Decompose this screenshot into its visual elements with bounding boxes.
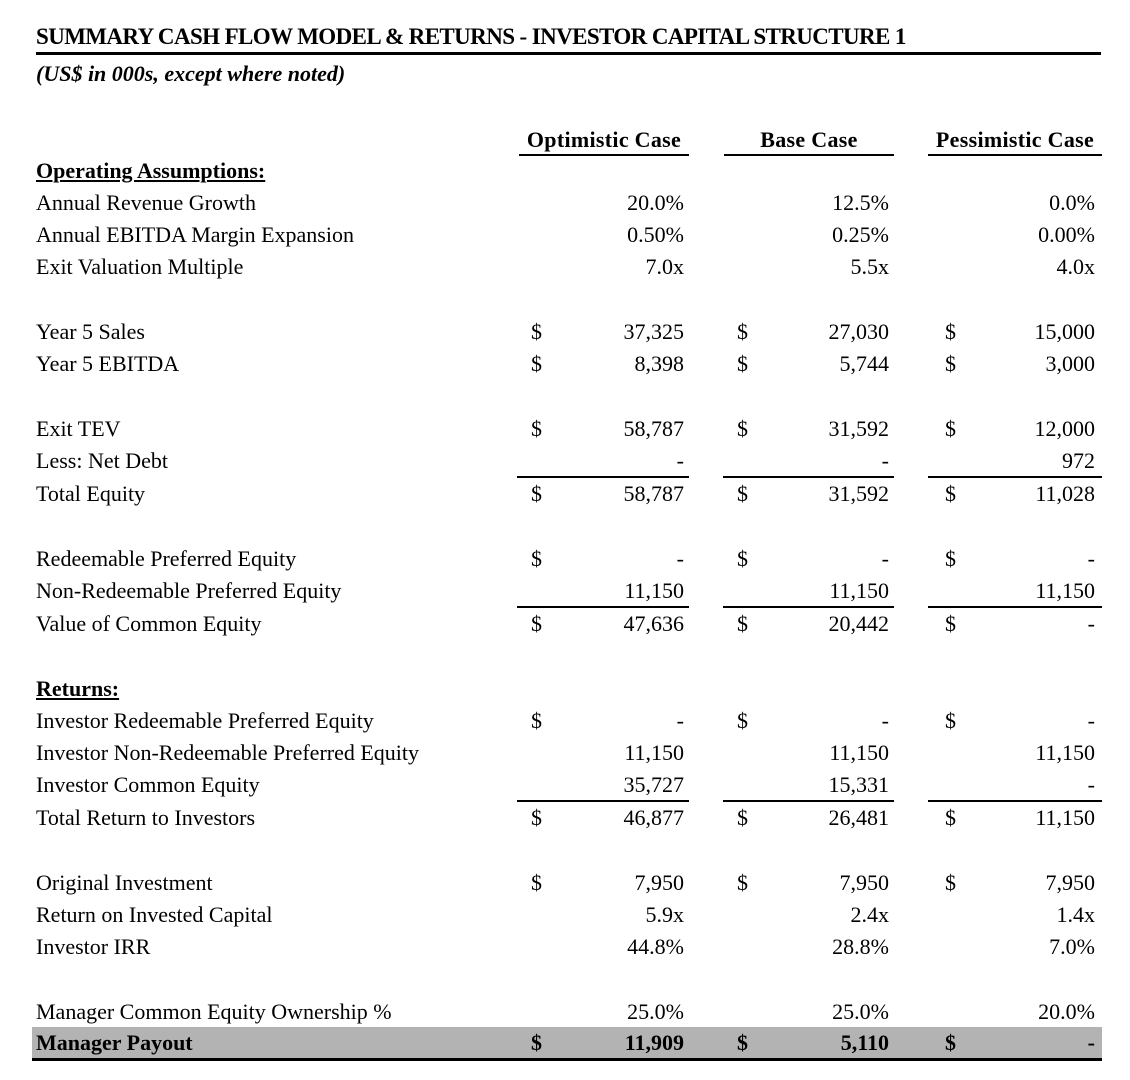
row-label: Year 5 Sales [36, 319, 145, 344]
value-base: 25.0% [832, 999, 889, 1024]
currency-symbol: $ [737, 351, 748, 376]
value-base: - [881, 708, 889, 733]
row-original-investment [0, 867, 1130, 899]
value-pessimistic: 1.4x [1056, 902, 1095, 927]
row-total-equity [0, 478, 1130, 510]
value-pessimistic: 7.0% [1049, 934, 1095, 959]
value-optimistic: 11,909 [624, 1030, 684, 1055]
currency-symbol: $ [737, 1030, 748, 1055]
row-label: Redeemable Preferred Equity [36, 546, 297, 571]
currency-symbol: $ [737, 870, 748, 895]
row-ebitda-margin-expansion [0, 219, 1130, 251]
currency-symbol: $ [531, 351, 542, 376]
currency-symbol: $ [945, 416, 956, 441]
section-returns: Returns: [36, 676, 120, 701]
value-base: 0.25% [832, 222, 889, 247]
value-pessimistic: 15,000 [1034, 319, 1095, 344]
row-label: Year 5 EBITDA [36, 351, 180, 376]
currency-symbol: $ [945, 319, 956, 344]
currency-symbol: $ [531, 870, 542, 895]
section-operating-assumptions: Operating Assumptions: [36, 158, 266, 183]
currency-symbol: $ [737, 481, 748, 506]
row-exit-tev [0, 413, 1130, 445]
value-pessimistic: 11,150 [1035, 740, 1095, 765]
value-base: 26,481 [828, 805, 889, 830]
value-base: - [881, 546, 889, 571]
value-optimistic: 58,787 [623, 416, 684, 441]
value-pessimistic: 12,000 [1034, 416, 1095, 441]
value-base: 11,150 [829, 740, 889, 765]
value-base: 7,950 [839, 870, 889, 895]
row-label: Investor Common Equity [36, 772, 260, 797]
currency-symbol: $ [531, 708, 542, 733]
value-optimistic: 35,727 [623, 772, 684, 797]
value-pessimistic: - [1087, 772, 1095, 797]
value-base: 12.5% [832, 190, 889, 215]
currency-symbol: $ [945, 351, 956, 376]
row-label: Investor Non-Redeemable Preferred Equity [36, 740, 420, 765]
value-pessimistic: - [1087, 611, 1095, 636]
row-manager-payout [0, 1027, 1130, 1059]
row-label: Exit TEV [36, 416, 121, 441]
value-optimistic: 11,150 [624, 578, 684, 603]
currency-symbol: $ [531, 481, 542, 506]
value-optimistic: 8,398 [634, 351, 684, 376]
row-investor-redeemable [0, 705, 1130, 737]
row-label: Less: Net Debt [36, 448, 168, 473]
value-base: 15,331 [828, 772, 889, 797]
row-investor-irr [0, 931, 1130, 963]
value-base: 5.5x [850, 254, 889, 279]
currency-symbol: $ [737, 708, 748, 733]
row-label: Return on Invested Capital [36, 902, 273, 927]
row-total-return [0, 802, 1130, 834]
value-optimistic: 47,636 [623, 611, 684, 636]
value-pessimistic: 3,000 [1045, 351, 1095, 376]
value-pessimistic: - [1087, 708, 1095, 733]
value-base: 31,592 [828, 481, 889, 506]
value-pessimistic: 20.0% [1038, 999, 1095, 1024]
currency-symbol: $ [945, 805, 956, 830]
row-label: Manager Common Equity Ownership % [36, 999, 392, 1024]
value-pessimistic: 11,150 [1035, 805, 1095, 830]
report-subtitle: (US$ in 000s, except where noted) [36, 61, 346, 86]
currency-symbol: $ [531, 1030, 542, 1055]
currency-symbol: $ [945, 708, 956, 733]
value-base: 2.4x [850, 902, 889, 927]
value-optimistic: 11,150 [624, 740, 684, 765]
row-label: Exit Valuation Multiple [36, 254, 244, 279]
value-optimistic: 7.0x [645, 254, 684, 279]
currency-symbol: $ [737, 319, 748, 344]
value-base: 5,744 [839, 351, 889, 376]
value-base: 28.8% [832, 934, 889, 959]
value-optimistic: 7,950 [634, 870, 684, 895]
row-value-common-equity [0, 608, 1130, 640]
row-redeemable-preferred [0, 543, 1130, 575]
value-optimistic: - [676, 546, 684, 571]
column-header-base: Base Case [724, 127, 894, 156]
currency-symbol: $ [531, 546, 542, 571]
column-header-optimistic: Optimistic Case [519, 127, 689, 156]
row-label: Non-Redeemable Preferred Equity [36, 578, 342, 603]
value-optimistic: 58,787 [623, 481, 684, 506]
row-label: Annual Revenue Growth [36, 190, 256, 215]
row-exit-valuation-multiple [0, 251, 1130, 283]
row-label: Manager Payout [36, 1030, 193, 1055]
value-pessimistic: 11,150 [1035, 578, 1095, 603]
value-pessimistic: 0.0% [1049, 190, 1095, 215]
row-year5-ebitda [0, 348, 1130, 380]
value-base: 5,110 [840, 1030, 889, 1055]
currency-symbol: $ [531, 611, 542, 636]
value-optimistic: - [676, 708, 684, 733]
value-optimistic: 0.50% [627, 222, 684, 247]
value-pessimistic: - [1087, 546, 1095, 571]
value-pessimistic: 7,950 [1045, 870, 1095, 895]
value-optimistic: - [676, 448, 684, 473]
column-header-pessimistic: Pessimistic Case [928, 127, 1102, 156]
row-label: Investor Redeemable Preferred Equity [36, 708, 374, 733]
value-optimistic: 20.0% [627, 190, 684, 215]
currency-symbol: $ [945, 481, 956, 506]
value-pessimistic: 0.00% [1038, 222, 1095, 247]
value-base: 27,030 [828, 319, 889, 344]
currency-symbol: $ [945, 1030, 956, 1055]
value-pessimistic: 972 [1062, 448, 1095, 473]
currency-symbol: $ [737, 546, 748, 571]
currency-symbol: $ [945, 546, 956, 571]
row-year5-sales [0, 316, 1130, 348]
row-label: Annual EBITDA Margin Expansion [36, 222, 354, 247]
value-optimistic: 44.8% [627, 934, 684, 959]
value-base: 31,592 [828, 416, 889, 441]
currency-symbol: $ [737, 805, 748, 830]
value-optimistic: 5.9x [645, 902, 684, 927]
currency-symbol: $ [531, 805, 542, 830]
row-label: Total Return to Investors [36, 805, 256, 830]
row-label: Total Equity [36, 481, 146, 506]
report-title: SUMMARY CASH FLOW MODEL & RETURNS - INVESTOR CAPITAL STRUCTURE 1 [36, 24, 1101, 55]
currency-symbol: $ [531, 319, 542, 344]
row-roic [0, 899, 1130, 931]
currency-symbol: $ [737, 611, 748, 636]
row-nonredeemable-preferred [0, 575, 1130, 607]
value-base: 11,150 [829, 578, 889, 603]
row-investor-common [0, 769, 1130, 801]
value-optimistic: 46,877 [623, 805, 684, 830]
row-revenue-growth [0, 187, 1130, 219]
currency-symbol: $ [531, 416, 542, 441]
currency-symbol: $ [945, 870, 956, 895]
row-investor-nonredeemable [0, 737, 1130, 769]
row-label: Original Investment [36, 870, 213, 895]
value-pessimistic: - [1087, 1030, 1095, 1055]
row-label: Investor IRR [36, 934, 151, 959]
row-manager-ownership [0, 996, 1130, 1028]
row-net-debt [0, 445, 1130, 477]
currency-symbol: $ [737, 416, 748, 441]
value-base: 20,442 [828, 611, 889, 636]
value-base: - [881, 448, 889, 473]
value-pessimistic: 4.0x [1056, 254, 1095, 279]
value-optimistic: 37,325 [623, 319, 684, 344]
currency-symbol: $ [945, 611, 956, 636]
value-pessimistic: 11,028 [1035, 481, 1095, 506]
value-optimistic: 25.0% [627, 999, 684, 1024]
row-label: Value of Common Equity [36, 611, 262, 636]
